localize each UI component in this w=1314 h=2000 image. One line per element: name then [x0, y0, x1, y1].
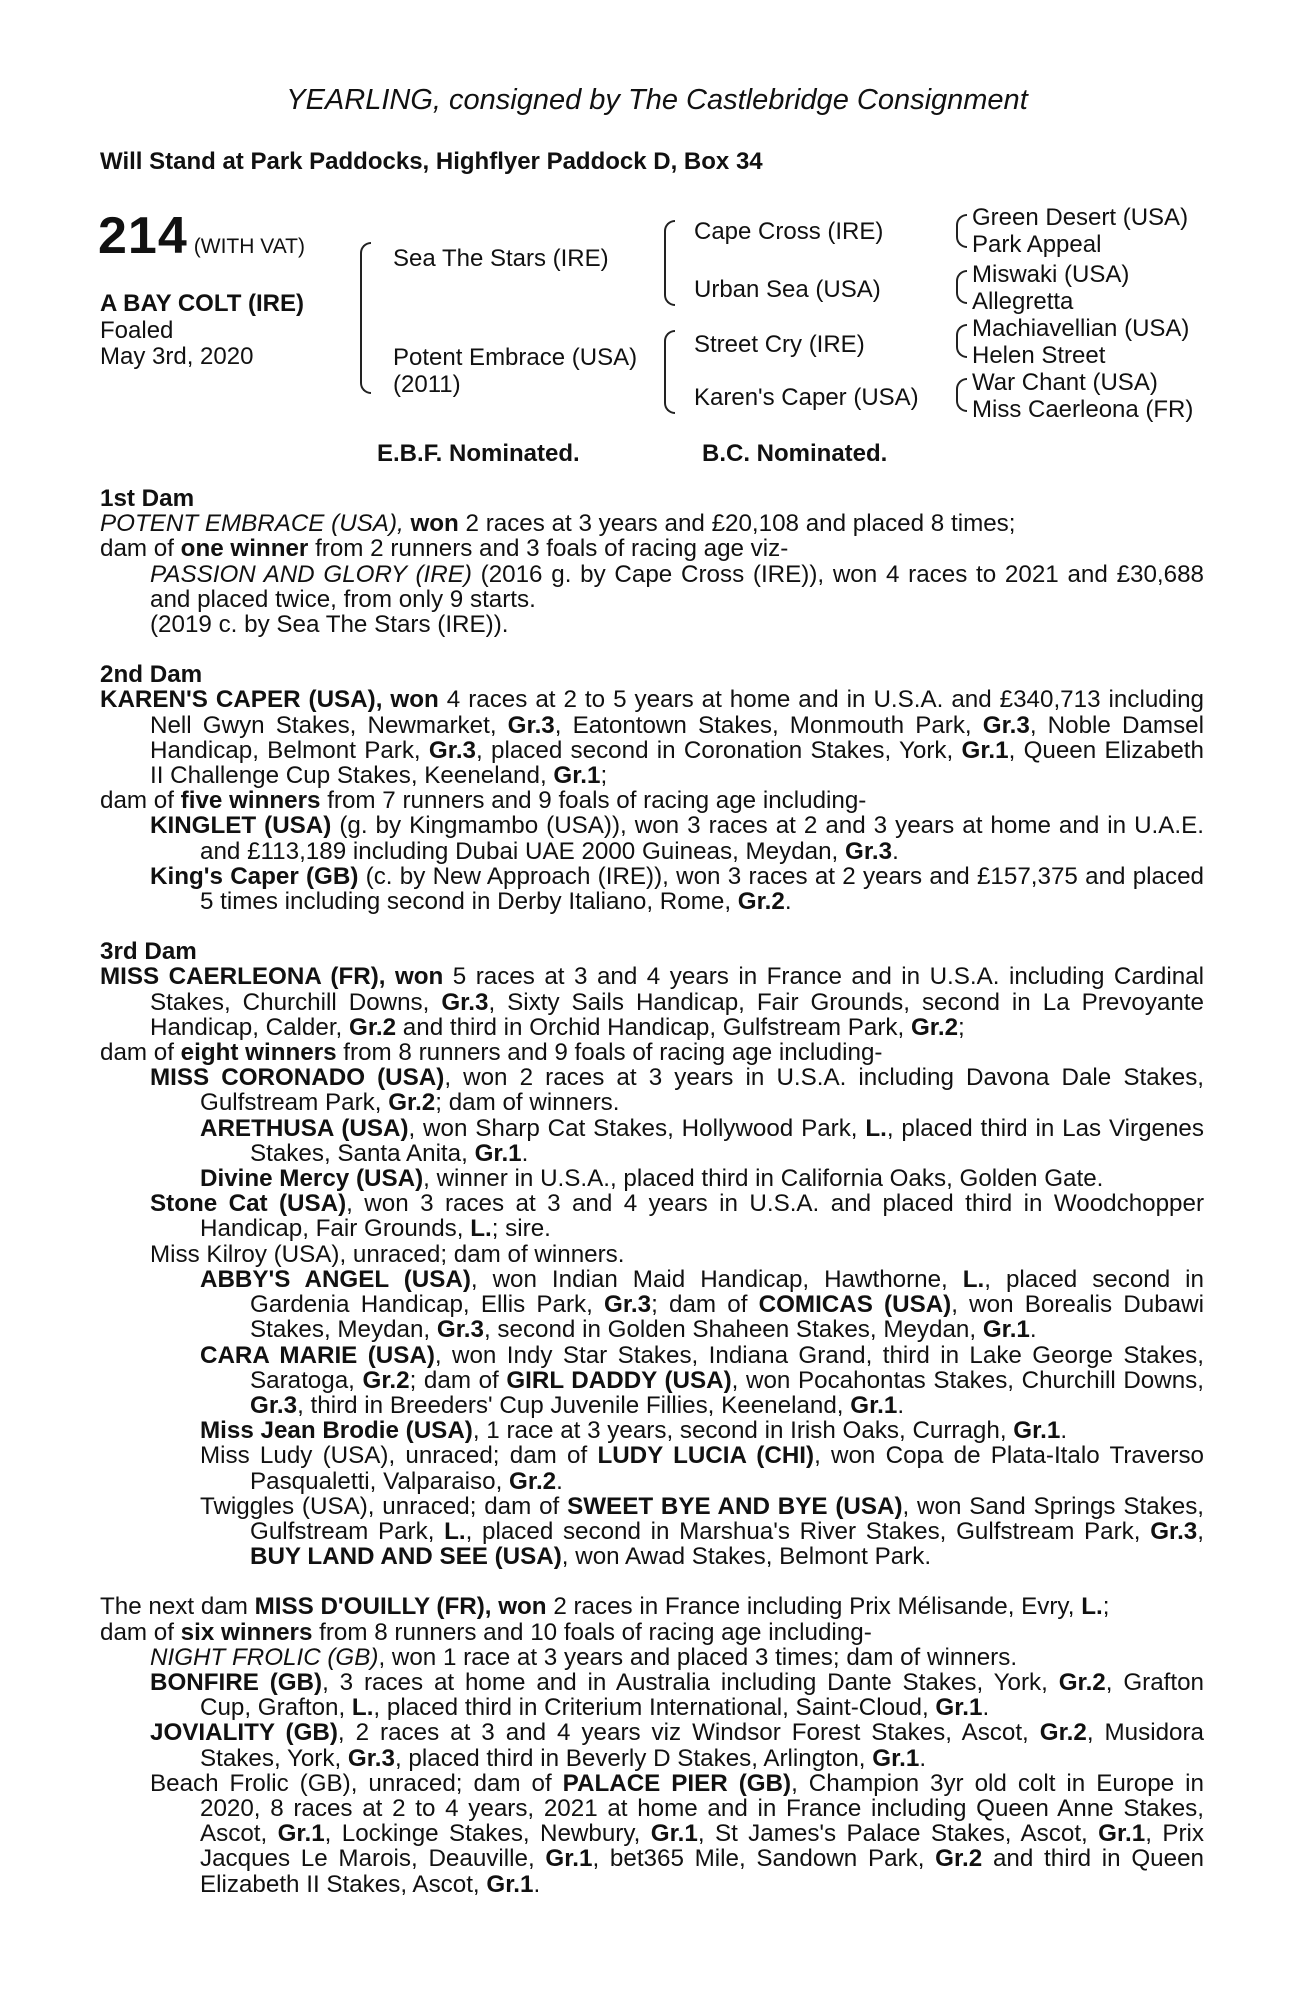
next-dam-grand-1: BONFIRE (GB), 3 races at home and in Australia including Dante Stakes, York, Gr.2, Grafton Cup, Grafton, L., placed third in Criterium International, Saint-Cloud, Gr.1. — [150, 1668, 1204, 1722]
third-dam-line-2: dam of eight winners from 8 runners and 9 foals of racing age including- — [100, 1039, 883, 1067]
pedigree-gen3-8: Miss Caerleona (FR) — [972, 396, 1194, 423]
pedigree-dam: Potent Embrace (USA) — [393, 344, 638, 371]
pedigree-sire: Sea The Stars (IRE) — [393, 245, 609, 272]
pedigree-gen2-3: Street Cry (IRE) — [694, 331, 865, 358]
next-dam-grand-2: JOVIALITY (GB), 2 races at 3 and 4 years viz Windsor Forest Stakes, Ascot, Gr.2, Musidora Stakes, York, Gr.3, placed third in Beverly D Stakes, Arlington, Gr.1. — [150, 1719, 1204, 1772]
third-dam-grand-2: Divine Mercy (USA), winner in U.S.A., placed third in California Oaks, Golden Gate. — [200, 1165, 1104, 1193]
first-dam-produce-1: PASSION AND GLORY (IRE) (2016 g. by Cape Cross (IRE)), won 4 races to 2021 and £30,688 and placed twice, from only 9 starts. — [150, 560, 1205, 613]
next-dam-grand-3: Beach Frolic (GB), unraced; dam of PALACE PIER (GB), Champion 3yr old colt in Europe in 2020, 8 races at 2 to 4 years, 2021 at home and in France including Queen Anne Stakes, Ascot, Gr.1, Lockinge Stakes, Newbury, Gr.1, St James's Palace Stakes, Ascot, Gr.1, Prix Jacques Le Marois, Deauville, Gr.1, bet365 Mile, Sandown Park, Gr.2 and third in Queen Elizabeth II Stakes, Ascot, Gr.1. — [150, 1769, 1205, 1898]
second-dam-produce-2: King's Caper (GB) (c. by New Approach (IRE)), won 3 races at 2 years and £157,375 and placed 5 times including second in Derby Italiano, Rome, Gr.2. — [150, 862, 1204, 916]
second-dam-line-1: KAREN'S CAPER (USA), won 4 races at 2 to 5 years at home and in U.S.A. and £340,713 including Nell Gwyn Stakes, Newmarket, Gr.3, Eatontown Stakes, Monmouth Park, Gr.3, Noble Damsel Handicap, Belmont Park, Gr.3, placed second in Coronation Stakes, York, Gr.1, Queen Elizabeth II Challenge Cup Stakes, Keeneland, Gr.1; — [100, 686, 1204, 790]
third-dam-grand-5: Miss Jean Brodie (USA), 1 race at 3 years, second in Irish Oaks, Curragh, Gr.1. — [200, 1417, 1068, 1445]
ebf-nominated: E.B.F. Nominated. — [377, 440, 580, 467]
third-dam-produce-2: Stone Cat (USA), won 3 races at 3 and 4 years in U.S.A. and placed third in Woodchopper Handicap, Fair Grounds, L.; sire. — [150, 1190, 1205, 1243]
pedigree-gen2-1: Cape Cross (IRE) — [694, 218, 884, 245]
third-dam-grand-3: ABBY'S ANGEL (USA), won Indian Maid Handicap, Hawthorne, L., placed second in Gardenia Handicap, Ellis Park, Gr.3; dam of COMICAS (USA), won Borealis Dubawi Stakes, Meydan, Gr.3, second in Golden Shaheen Stakes, Meydan, Gr.1. — [200, 1265, 1205, 1344]
second-dam-heading: 2nd Dam — [100, 661, 203, 689]
pedigree-brace-dam — [664, 330, 675, 414]
foaled-date: May 3rd, 2020 — [100, 343, 254, 370]
pedigree-brace-main — [360, 242, 371, 394]
stand-location: Will Stand at Park Paddocks, Highflyer Paddock D, Box 34 — [100, 148, 763, 175]
lot-header — [98, 206, 305, 266]
third-dam-produce-3: Miss Kilroy (USA), unraced; dam of winners. — [150, 1240, 625, 1268]
third-dam-grand-6: Miss Ludy (USA), unraced; dam of LUDY LUCIA (CHI), won Copa de Plata-Italo Traverso Pasqualetti, Valparaiso, Gr.2. — [200, 1442, 1205, 1495]
pedigree-dam-year: (2011) — [393, 371, 461, 398]
second-dam-line-2: dam of five winners from 7 runners and 9 foals of racing age including- — [100, 787, 867, 815]
pedigree-brace-g3-3 — [956, 324, 967, 358]
lot-number: 214 — [98, 207, 188, 265]
first-dam-heading: 1st Dam — [100, 485, 195, 512]
third-dam-produce-1: MISS CORONADO (USA), won 2 races at 3 years in U.S.A. including Davona Dale Stakes, Gulfstream Park, Gr.2; dam of winners. — [150, 1064, 1205, 1117]
pedigree-brace-g3-1 — [956, 214, 967, 248]
next-dam-produce-1: NIGHT FROLIC (GB), won 1 race at 3 years and placed 3 times; dam of winners. — [150, 1643, 1018, 1671]
first-dam-line-1: POTENT EMBRACE (USA), won 2 races at 3 years and £20,108 and placed 8 times; — [100, 510, 1016, 538]
first-dam-line-2: dam of one winner from 2 runners and 3 foals of racing age viz- — [100, 535, 789, 563]
third-dam-line-1: MISS CAERLEONA (FR), won 5 races at 3 and 4 years in France and in U.S.A. including Cardinal Stakes, Churchill Downs, Gr.3, Sixty Sails Handicap, Fair Grounds, second in La Prevoyante Handicap, Calder, Gr.2 and third in Orchid Handicap, Gulfstream Park, Gr.2; — [100, 963, 1204, 1041]
next-dam-line-1: The next dam MISS D'OUILLY (FR), won 2 races in France including Prix Mélisande, Evry, L.; — [100, 1593, 1110, 1621]
bc-nominated: B.C. Nominated. — [702, 440, 888, 467]
pedigree-brace-g3-2 — [956, 270, 967, 304]
page-title: YEARLING, consigned by The Castlebridge Consignment — [286, 84, 1028, 116]
third-dam-grand-1: ARETHUSA (USA), won Sharp Cat Stakes, Hollywood Park, L., placed third in Las Virgenes Stakes, Santa Anita, Gr.1. — [200, 1114, 1204, 1167]
pedigree-gen3-7: War Chant (USA) — [972, 369, 1158, 396]
pedigree-gen3-5: Machiavellian (USA) — [972, 315, 1190, 342]
pedigree-brace-g3-4 — [956, 378, 967, 412]
lot-description: A BAY COLT (IRE) — [100, 290, 305, 317]
third-dam-grand-4: CARA MARIE (USA), won Indy Star Stakes, Indiana Grand, third in Lake George Stakes, Saratoga, Gr.2; dam of GIRL DADDY (USA), won Pocahontas Stakes, Churchill Downs, Gr.3, third in Breeders' Cup Juvenile Fillies, Keeneland, Gr.1. — [200, 1341, 1204, 1419]
pedigree-gen3-1: Green Desert (USA) — [972, 204, 1189, 231]
pedigree-gen3-3: Miswaki (USA) — [972, 261, 1130, 288]
second-dam-produce-1: KINGLET (USA) (g. by Kingmambo (USA)), won 3 races at 2 and 3 years at home and in U.A.E. and £113,189 including Dubai UAE 2000 Guineas, Meydan, Gr.3. — [150, 812, 1204, 865]
first-dam-produce-2: (2019 c. by Sea The Stars (IRE)). — [150, 611, 509, 639]
lot-vat: (WITH VAT) — [193, 235, 305, 258]
next-dam-line-2: dam of six winners from 8 runners and 10 foals of racing age including- — [100, 1618, 872, 1646]
third-dam-grand-7: Twiggles (USA), unraced; dam of SWEET BYE AND BYE (USA), won Sand Springs Stakes, Gulfstream Park, L., placed second in Marshua's River Stakes, Gulfstream Park, Gr.3, BUY LAND AND SEE (USA), won Awad Stakes, Belmont Park. — [200, 1492, 1205, 1571]
pedigree-gen2-2: Urban Sea (USA) — [694, 276, 881, 303]
pedigree-gen3-4: Allegretta — [972, 288, 1074, 315]
third-dam-heading: 3rd Dam — [100, 938, 197, 966]
foaled-label: Foaled — [100, 317, 174, 344]
catalogue-body — [100, 486, 1204, 1897]
pedigree-gen3-2: Park Appeal — [972, 231, 1102, 258]
pedigree-brace-sire — [664, 220, 675, 306]
pedigree-gen2-4: Karen's Caper (USA) — [694, 384, 919, 411]
pedigree-gen3-6: Helen Street — [972, 342, 1106, 369]
